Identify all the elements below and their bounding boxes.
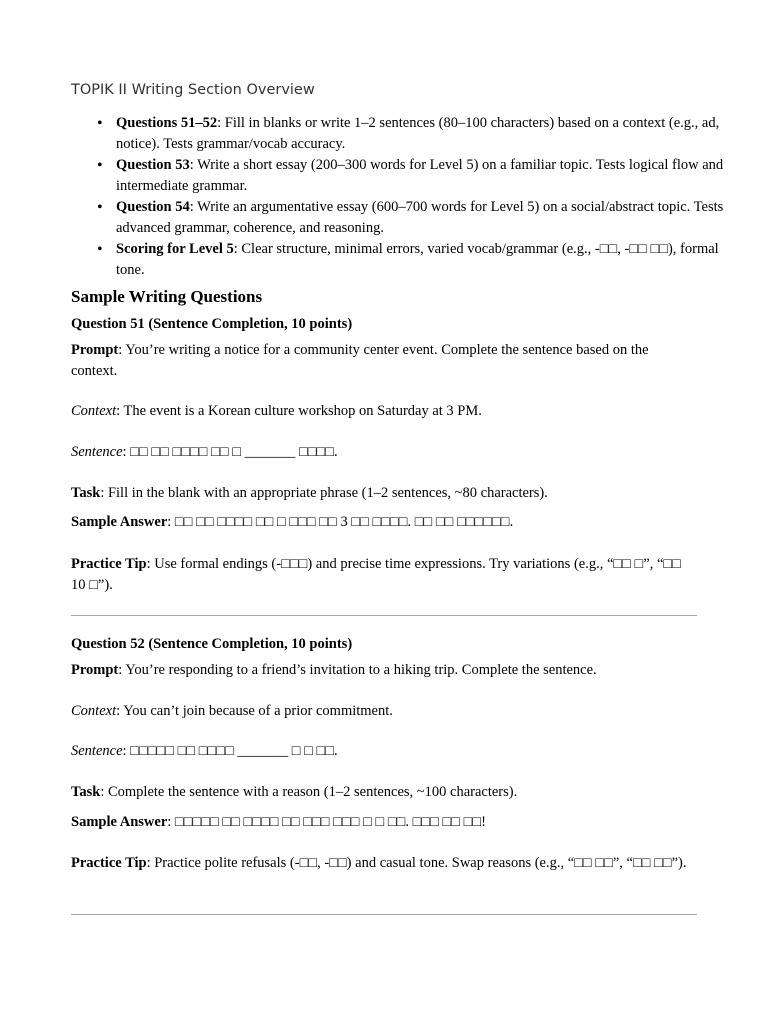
q52-task: Task: Complete the sentence with a reason (1–2 sentences, ~100 characters). [71, 784, 518, 800]
q52-prompt: Prompt: You’re responding to a friend’s invitation to a hiking trip. Complete the sentence. [71, 662, 597, 678]
section-divider [71, 914, 697, 915]
q51-practice-tip: Practice Tip: Use formal endings (-□□□) and precise time expressions. Try variations (e.g., “□□ □”, “□□ 10 □”). [71, 556, 681, 593]
item-label: Scoring for Level 5 [116, 241, 234, 257]
item-label: Questions 51–52 [116, 115, 218, 131]
item-text: : Write an argumentative essay (600–700 words for Level 5) on a social/abstract topic. Tests advanced grammar, coherence, and reasoning. [116, 199, 724, 236]
item-label: Question 53 [116, 157, 190, 173]
item-label: Question 54 [116, 199, 190, 215]
q52-context: Context: You can’t join because of a prior commitment. [71, 703, 393, 719]
q51-sample-answer: Sample Answer: □□ □□ □□□□ □□ □ □□□ □□ 3 □□ □□□□. □□ □□ □□□□□□. [71, 514, 514, 530]
list-item [116, 239, 746, 281]
q51-sentence: Sentence: □□ □□ □□□□ □□ □ _______ □□□□. [71, 444, 338, 460]
list-item [116, 155, 746, 197]
samples-heading: Sample Writing Questions [71, 287, 263, 306]
item-text: : Clear structure, minimal errors, varied vocab/grammar (e.g., -□□, -□□ □□), formal tone. [116, 241, 719, 278]
q51-prompt: Prompt: You’re writing a notice for a community center event. Complete the sentence based on the context. [71, 342, 649, 379]
q51-heading: Question 51 (Sentence Completion, 10 points) [71, 316, 353, 332]
overview-title: TOPIK II Writing Section Overview [71, 82, 315, 98]
item-text: : Write a short essay (200–300 words for Level 5) on a familiar topic. Tests logical flow and intermediate grammar. [116, 157, 724, 194]
overview-list [71, 113, 746, 281]
item-text: : Fill in blanks or write 1–2 sentences (80–100 characters) based on a context (e.g., ad, notice). Tests grammar/vocab accuracy. [116, 115, 720, 152]
q52-heading: Question 52 (Sentence Completion, 10 points) [71, 636, 353, 652]
list-item [116, 197, 746, 239]
q52-sentence: Sentence: □□□□□ □□ □□□□ _______ □ □ □□. [71, 743, 338, 759]
q52-sample-answer: Sample Answer: □□□□□ □□ □□□□ □□ □□□ □□□ □ □ □□. □□□ □□ □□! [71, 814, 487, 830]
section-divider [71, 615, 697, 616]
q52-practice-tip: Practice Tip: Practice polite refusals (-□□, -□□) and casual tone. Swap reasons (e.g., “□□ □□”, “□□ □□”). [71, 855, 687, 871]
list-item [116, 113, 746, 155]
q51-task: Task: Fill in the blank with an appropriate phrase (1–2 sentences, ~80 characters). [71, 485, 548, 501]
q51-context: Context: The event is a Korean culture workshop on Saturday at 3 PM. [71, 403, 482, 419]
